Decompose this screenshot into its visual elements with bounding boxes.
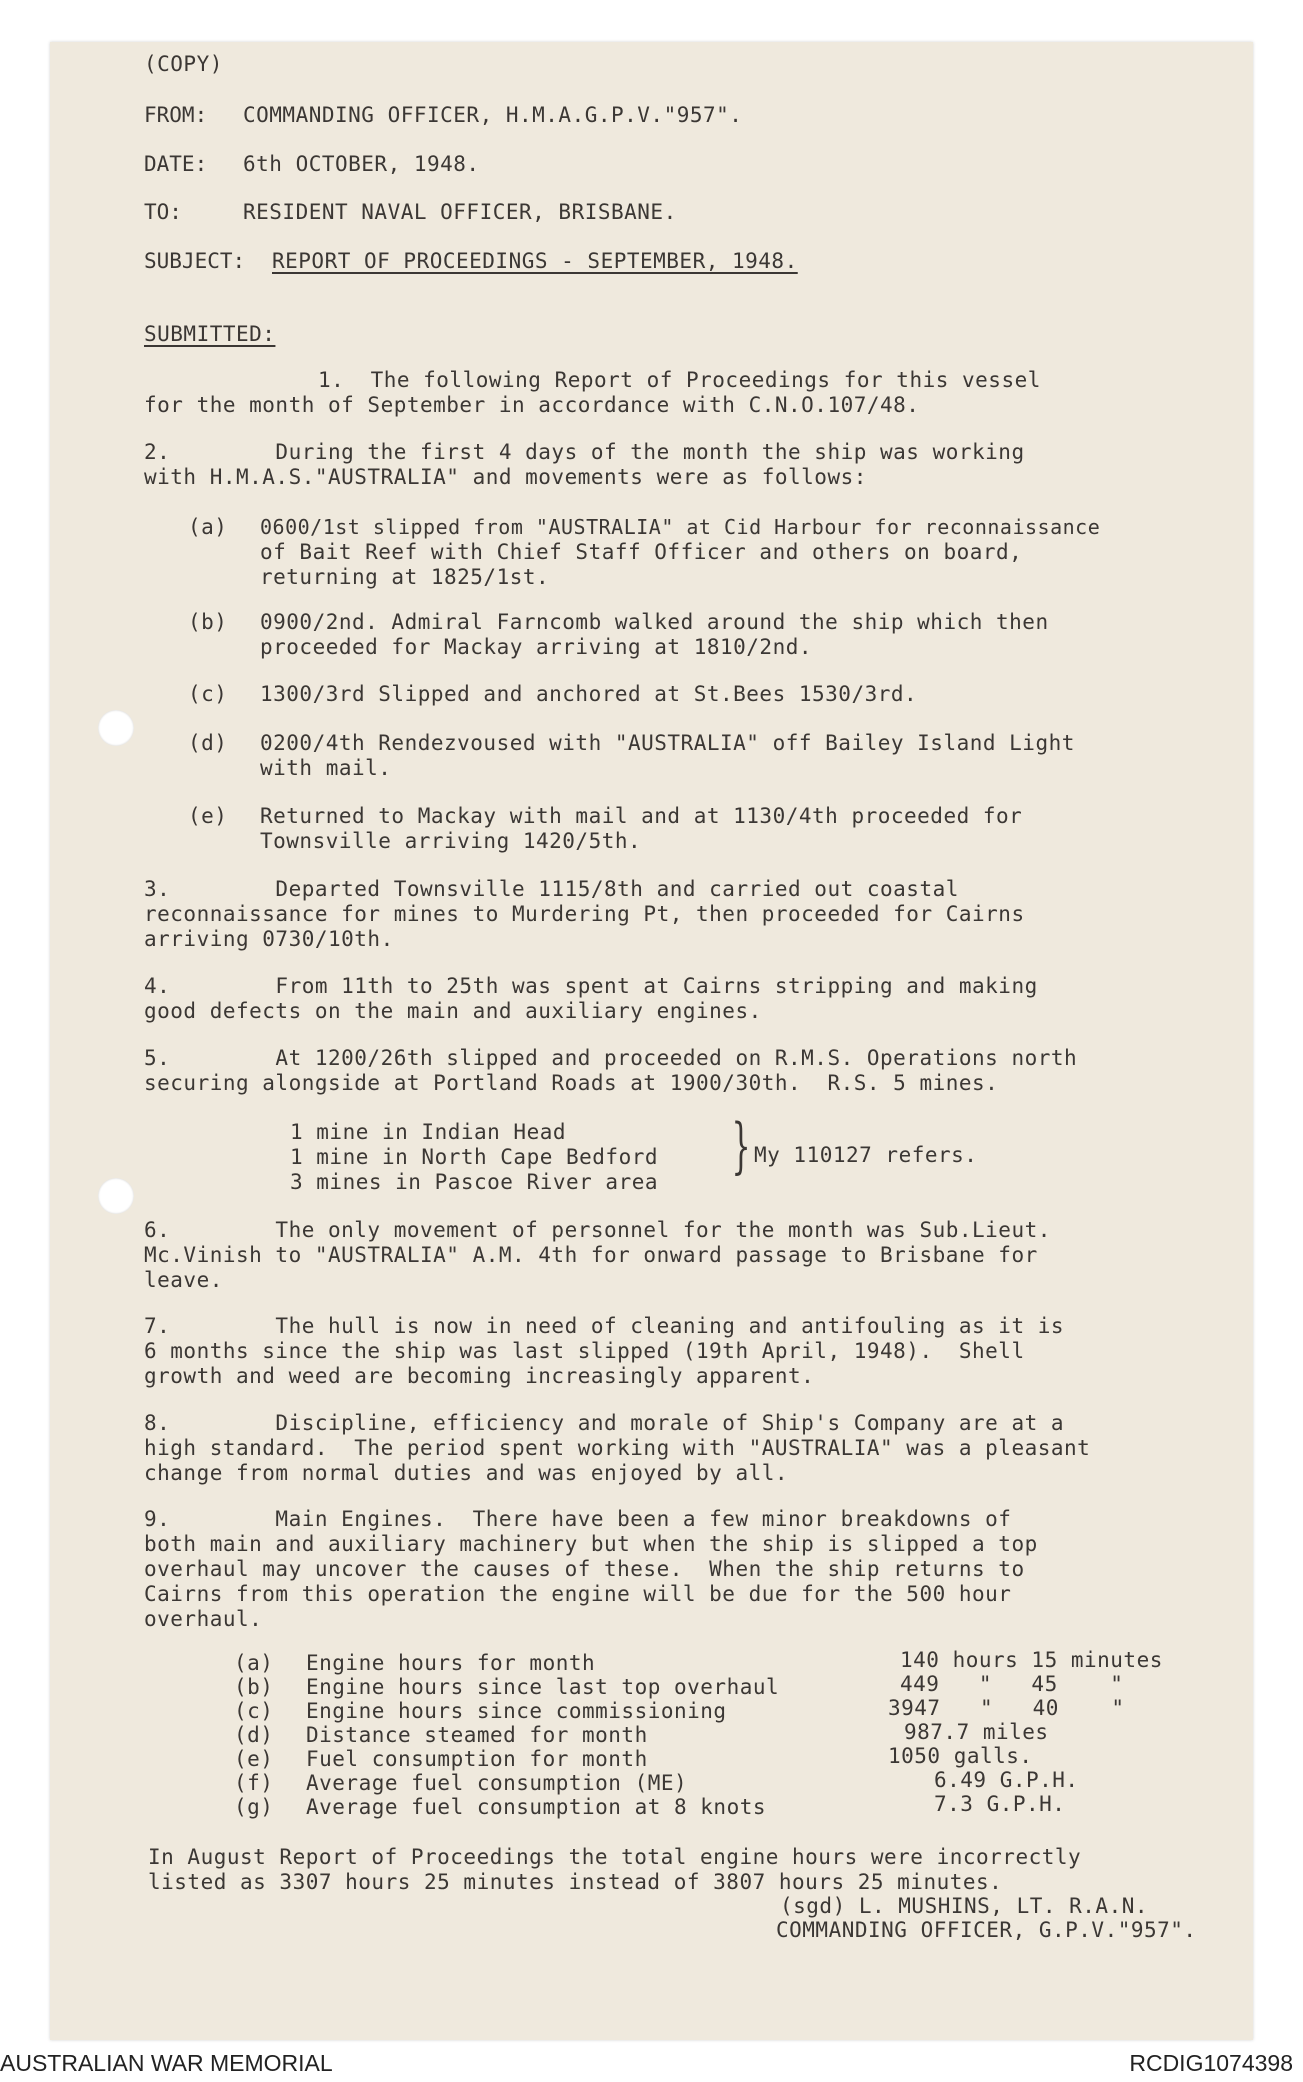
movement-d-line1: 0200/4th Rendezvoused with "AUSTRALIA" off Bailey Island Light — [260, 731, 1075, 755]
para8-line3: change from normal duties and was enjoyed by all. — [144, 1461, 789, 1485]
signature-line2: COMMANDING OFFICER, G.P.V."957". — [776, 1918, 1197, 1942]
stat-b-letter: (b) — [234, 1675, 274, 1699]
stat-f-letter: (f) — [234, 1771, 274, 1795]
subject-value: REPORT OF PROCEEDINGS - SEPTEMBER, 1948. — [272, 249, 798, 273]
para3-line1: 3. Departed Townsville 1115/8th and carried out coastal — [144, 877, 959, 901]
movement-e-line1: Returned to Mackay with mail and at 1130/4th proceeded for — [260, 804, 1023, 828]
movement-b-letter: (b) — [188, 610, 228, 634]
mines-brace: } — [731, 1111, 751, 1181]
para7-line2: 6 months since the ship was last slipped (19th April, 1948). Shell — [144, 1339, 1025, 1363]
stat-d-letter: (d) — [234, 1723, 274, 1747]
para9-line4: Cairns from this operation the engine will be due for the 500 hour — [144, 1582, 1012, 1606]
stat-b-value: 449 " 45 " — [900, 1672, 1124, 1696]
movement-c-line1: 1300/3rd Slipped and anchored at St.Bees 1530/3rd. — [260, 682, 918, 706]
stat-f-label: Average fuel consumption (ME) — [306, 1771, 688, 1795]
mine-line-2: 1 mine in North Cape Bedford — [290, 1145, 659, 1169]
to-value: RESIDENT NAVAL OFFICER, BRISBANE. — [243, 200, 677, 224]
stat-c-label: Engine hours since commissioning — [306, 1699, 727, 1723]
movement-b-line1: 0900/2nd. Admiral Farncomb walked around the ship which then — [260, 610, 1049, 634]
mine-line-3: 3 mines in Pascoe River area — [290, 1170, 659, 1194]
para9-line3: overhaul may uncover the causes of these. When the ship returns to — [144, 1557, 1025, 1581]
para4-line2: good defects on the main and auxiliary engines. — [144, 999, 762, 1023]
stat-a-letter: (a) — [234, 1651, 274, 1675]
stat-e-value: 1050 galls. — [888, 1744, 1033, 1768]
movement-a-line3: returning at 1825/1st. — [260, 565, 550, 589]
footer-source: AUSTRALIAN WAR MEMORIAL — [0, 2050, 333, 2076]
subject-label: SUBJECT: — [144, 249, 246, 273]
movement-a-line2: of Bait Reef with Chief Staff Officer and others on board, — [260, 540, 1023, 564]
para2-line1: 2. During the first 4 days of the month the ship was working — [144, 440, 1025, 464]
stat-b-label: Engine hours since last top overhaul — [306, 1675, 780, 1699]
stat-g-label: Average fuel consumption at 8 knots — [306, 1795, 767, 1819]
para1-line2: for the month of September in accordance with C.N.O.107/48. — [144, 393, 920, 417]
movement-b-line2: proceeded for Mackay arriving at 1810/2nd. — [260, 635, 813, 659]
movement-a-line1: 0600/1st slipped from "AUSTRALIA" at Cid Harbour for reconnaissance — [260, 515, 1101, 539]
para9-line5: overhaul. — [144, 1607, 263, 1631]
stat-g-letter: (g) — [234, 1795, 274, 1819]
footer-id: RCDIG1074398 — [1129, 2050, 1293, 2076]
para7-line1: 7. The hull is now in need of cleaning and antifouling as it is — [144, 1314, 1065, 1338]
movement-d-letter: (d) — [188, 731, 228, 755]
stat-f-value: 6.49 G.P.H. — [934, 1768, 1079, 1792]
closing-line1: In August Report of Proceedings the total engine hours were incorrectly — [148, 1845, 1082, 1869]
para5-line1: 5. At 1200/26th slipped and proceeded on R.M.S. Operations north — [144, 1046, 1078, 1070]
stat-a-label: Engine hours for month — [306, 1651, 596, 1675]
closing-line2: listed as 3307 hours 25 minutes instead of 3807 hours 25 minutes. — [148, 1870, 1003, 1894]
para6-line1: 6. The only movement of personnel for the month was Sub.Lieut. — [144, 1218, 1051, 1242]
submitted-heading: SUBMITTED: — [144, 322, 276, 346]
stat-e-letter: (e) — [234, 1747, 274, 1771]
stat-c-letter: (c) — [234, 1699, 274, 1723]
movement-a-letter: (a) — [188, 515, 228, 539]
stat-d-value: 987.7 miles — [904, 1720, 1049, 1744]
stat-c-value: 3947 " 40 " — [888, 1696, 1125, 1720]
para2-line2: with H.M.A.S."AUSTRALIA" and movements were as follows: — [144, 465, 867, 489]
from-value: COMMANDING OFFICER, H.M.A.G.P.V."957". — [243, 103, 743, 127]
to-label: TO: — [144, 200, 182, 224]
movement-d-line2: with mail. — [260, 756, 392, 780]
para3-line3: arriving 0730/10th. — [144, 927, 394, 951]
para9-line2: both main and auxiliary machinery but when the ship is slipped a top — [144, 1532, 1038, 1556]
date-label: DATE: — [144, 152, 208, 176]
stat-g-value: 7.3 G.P.H. — [934, 1792, 1066, 1816]
movement-c-letter: (c) — [188, 682, 228, 706]
from-label: FROM: — [144, 103, 208, 127]
stat-a-value: 140 hours 15 minutes — [900, 1648, 1163, 1672]
stat-d-label: Distance steamed for month — [306, 1723, 648, 1747]
para7-line3: growth and weed are becoming increasingly apparent. — [144, 1364, 815, 1388]
mines-reference: My 110127 refers. — [754, 1143, 978, 1167]
para6-line2: Mc.Vinish to "AUSTRALIA" A.M. 4th for onward passage to Brisbane for — [144, 1243, 1038, 1267]
para6-line3: leave. — [144, 1268, 223, 1292]
movement-e-line2: Townsville arriving 1420/5th. — [260, 829, 642, 853]
stat-e-label: Fuel consumption for month — [306, 1747, 648, 1771]
para8-line1: 8. Discipline, efficiency and morale of Ship's Company are at a — [144, 1411, 1065, 1435]
punch-hole-top — [98, 710, 134, 746]
para9-line1: 9. Main Engines. There have been a few minor breakdowns of — [144, 1507, 1012, 1531]
para3-line2: reconnaissance for mines to Murdering Pt, then proceeded for Cairns — [144, 902, 1025, 926]
para4-line1: 4. From 11th to 25th was spent at Cairns stripping and making — [144, 974, 1038, 998]
para1-line1: 1. The following Report of Proceedings for this vessel — [318, 368, 1041, 392]
movement-e-letter: (e) — [188, 804, 228, 828]
mine-line-1: 1 mine in Indian Head — [290, 1120, 567, 1144]
punch-hole-bottom — [98, 1178, 134, 1214]
para8-line2: high standard. The period spent working with "AUSTRALIA" was a pleasant — [144, 1436, 1091, 1460]
para5-line2: securing alongside at Portland Roads at 1900/30th. R.S. 5 mines. — [144, 1071, 999, 1095]
copy-label: (COPY) — [144, 52, 223, 76]
signature-line1: (sgd) L. MUSHINS, LT. R.A.N. — [780, 1894, 1149, 1918]
date-value: 6th OCTOBER, 1948. — [243, 152, 480, 176]
